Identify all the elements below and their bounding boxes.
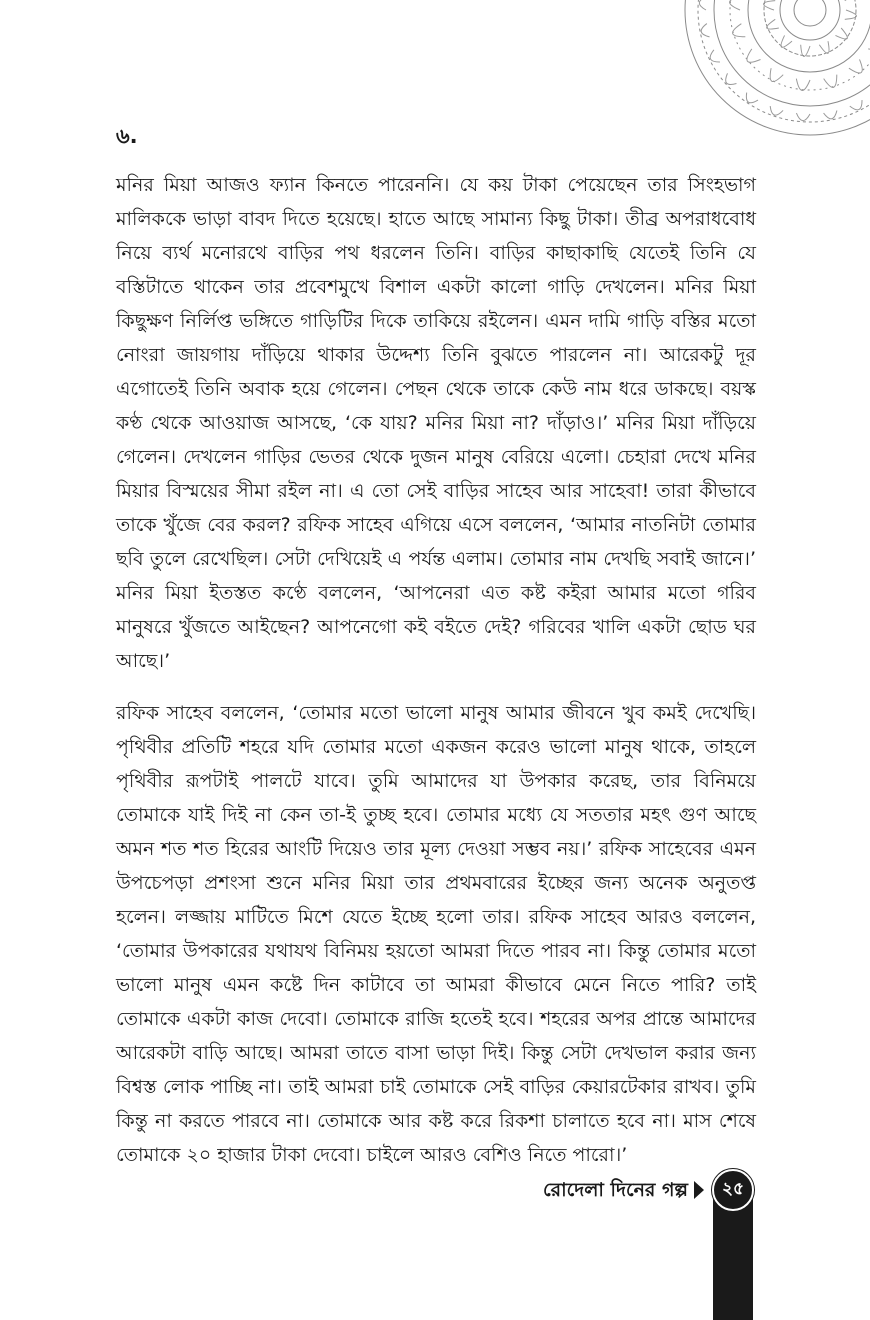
mandala-petal <box>849 59 862 73</box>
mandala-petal <box>824 110 837 118</box>
chapter-number: ৬. <box>116 124 138 148</box>
mandala-petal <box>770 68 783 81</box>
paragraph-2: রফিক সাহেব বললেন, ‘তোমার মতো ভালো মানুষ আমার জীবনে খুব কমই দেখেছি। পৃথিবীর প্রতিটি শহরে যদি তোমার মতো একজন করেও ভালো মানুষ থাকে, তাহলে পৃথিবীর রূপটাই পালটে যাবে। তুমি আমাদের যা উপকার করেছ, তার বিনিময়ে তোমাকে যাই দিই না কেন তা-ই তুচ্ছ হবে। তোমার মধ্যে যে সততার মহৎ গুণ আছে অমন শত শত হিরের আংটি দিয়েও তার মূল্য দেওয়া সম্ভব নয়।’ রফিক সাহেবের এমন উপচেপড়া প্রশংসা শুনে মনির মিয়া তার প্রথমবারের ইচ্ছের জন্য অনেক অনুতপ্ত হলেন। লজ্জায় মাটিতে মিশে যেতে ইচ্ছে হলো তার। রফিক সাহেব আরও বললেন, ‘তোমার উপকারের যথাযথ বিনিময় হয়তো আমরা দিতে পারব না। কিন্তু তোমার মতো ভালো মানুষ এমন কষ্টে দিন কাটাবে তা আমরা কীভাবে মেনে নিতে পারি? তাই তোমাকে একটা কাজ দেবো। তোমাকে রাজি হতেই হবে। শহরের অপর প্রান্তে আমাদের আরেকটা বাড়ি আছে। আমরা তাতে বাসা ভাড়া দিই। কিন্তু সেটা দেখভাল করার জন্য বিশ্বস্ত লোক পাচ্ছি না। তাই আমরা চাই তোমাকে সেই বাড়ির কেয়ারটেকার রাখব। তুমি কিন্তু না করতে পারবে না। তোমাকে আর কষ্ট করে রিকশা চালাতে হবে না। মাস শেষে তোমাকে ২০ হাজার টাকা দেবো। চাইলে আরও বেশিও নিতে পারো।’ <box>116 702 756 1166</box>
mandala-petal <box>726 73 737 84</box>
mandala-petal <box>701 24 709 37</box>
book-title: রোদেলা দিনের গল্প <box>542 1179 688 1201</box>
mandala-petal <box>730 0 742 10</box>
mandala-petal <box>796 79 810 91</box>
mandala-petal <box>819 41 829 53</box>
mandala-petal <box>733 24 746 37</box>
mandala-petal <box>699 0 707 10</box>
story-text <box>116 168 756 1190</box>
mandala-petal <box>746 93 758 103</box>
mandala-petal <box>801 45 810 57</box>
mandala-petal <box>764 1 776 10</box>
mandala-petal <box>841 0 853 1</box>
mandala-petal <box>850 100 862 110</box>
mandala-petal <box>770 106 783 115</box>
mandala-petal <box>710 50 720 62</box>
mandala-petal <box>824 75 837 88</box>
mandala-petal <box>796 113 810 121</box>
mandala-petal <box>747 49 761 62</box>
mandala-ornament <box>680 0 870 140</box>
mandala-petal <box>835 28 847 39</box>
mandala-petal <box>781 35 792 47</box>
page-number: ২৫ <box>712 1169 754 1211</box>
paragraph-1: মনির মিয়া আজও ফ্যান কিনতে পারেননি। যে কয় টাকা পেয়েছেন তার সিংহভাগ মালিককে ভাড়া বাবদ দিতে হয়েছে। হাতে আছে সামান্য কিছু টাকা। তীব্র অপরাধবোধ নিয়ে ব্যর্থ মনোরথে বাড়ির পথ ধরলেন তিনি। বাড়ির কাছাকাছি যেতেই তিনি যে বস্তিটাতে থাকেন তার প্রবেশমুখে বিশাল একটা কালো গাড়ি দেখলেন। মনির মিয়া কিছুক্ষণ নির্লিপ্ত ভঙ্গিতে গাড়িটির দিকে তাকিয়ে রইলেন। এমন দামি গাড়ি বস্তির মতো নোংরা জায়গায় দাঁড়িয়ে থাকার উদ্দেশ্য তিনি বুঝতে পারলেন না। আরেকটু দূর এগোতেই তিনি অবাক হয়ে গেলেন। পেছন থেকে তাকে কেউ নাম ধরে ডাকছে। বয়স্ক কণ্ঠ থেকে আওয়াজ আসছে, ‘কে যায়? মনির মিয়া না? দাঁড়াও।’ মনির মিয়া দাঁড়িয়ে গেলেন। দেখলেন গাড়ির ভেতর থেকে দুজন মানুষ বেরিয়ে এলো। চেহারা দেখে মনির মিয়ার বিস্ময়ের সীমা রইল না। এ তো সেই বাড়ির সাহেব আর সাহেবা! তারা কীভাবে তাকে খুঁজে বের করল? রফিক সাহেব এগিয়ে এসে বললেন, ‘আমার নাতনিটা তোমার ছবি তুলে রেখেছিল। সেটা দেখিয়েই এ পর্যন্ত এলাম। তোমার নাম দেখছি সবাই জানে।’ মনির মিয়া ইতস্তত কণ্ঠে বললেন, ‘আপনেরা এত কষ্ট কইরা আমার মতো গরিব মানুষরে খুঁজতে আইছেন? আপনেগো কই বইতে দেই? গরিবের খালি একটা ছোড ঘর আছে।’ <box>116 174 756 672</box>
mandala-petal <box>767 19 779 29</box>
play-arrow-icon <box>694 1181 704 1199</box>
mandala-petal <box>845 10 857 19</box>
